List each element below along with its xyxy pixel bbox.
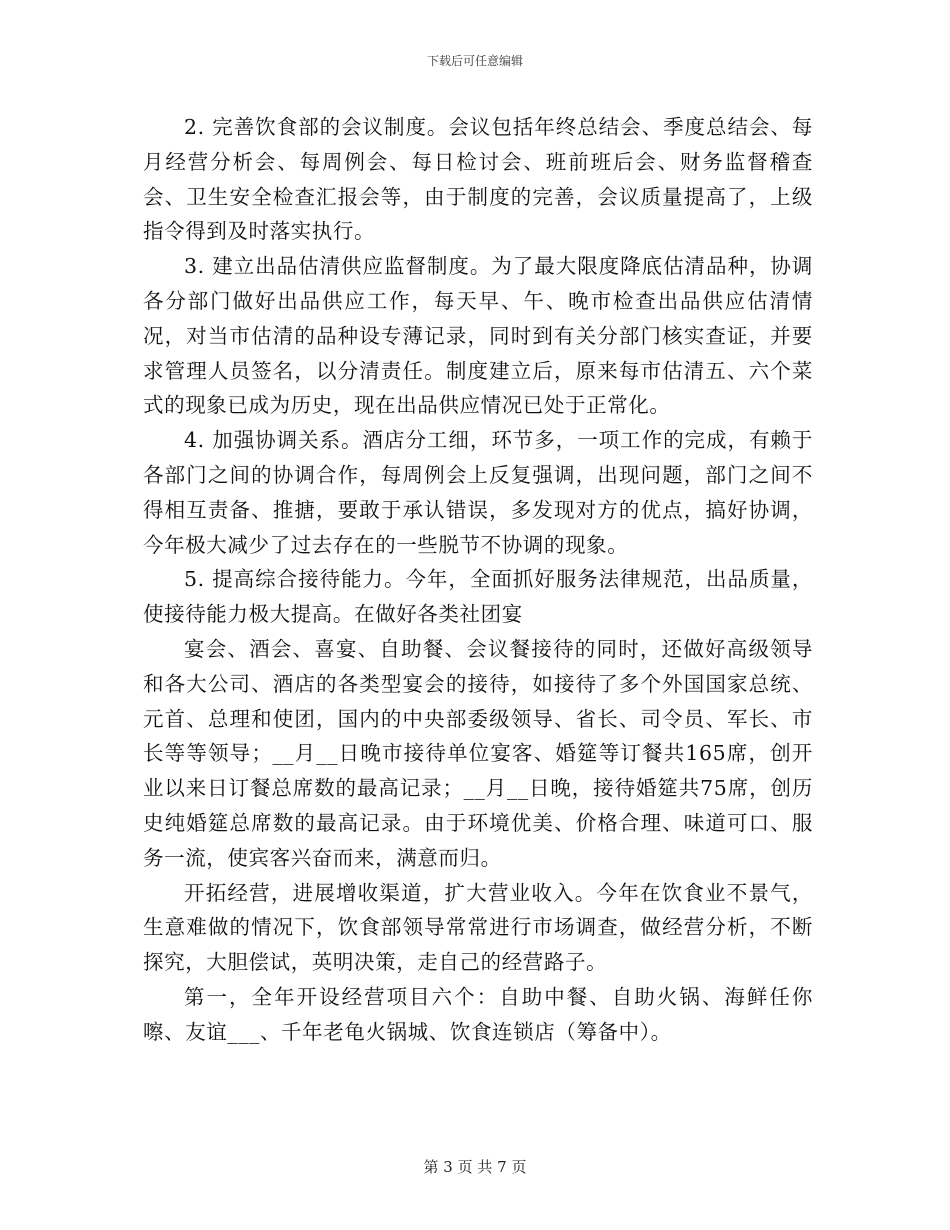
paragraph-coordination: 4. 加强协调关系。酒店分工细，环节多，一项工作的完成，有赖于各部门之间的协调合作，每周例会上反复强调，出现问题，部门之间不得相互责备、推搪，要敢于承认错误，多发现对方的优点，搞好协调，今年极大减少了过去存在的一些脱节不协调的现象。: [143, 428, 813, 557]
page-number: 第 3 页 共 7 页: [423, 1158, 527, 1176]
paragraph-reception-ability: 5. 提高综合接待能力。今年，全面抓好服务法律规范，出品质量，使接待能力极大提高。在做好各类社团宴: [143, 567, 813, 627]
paragraph-business-projects: 第一，全年开设经营项目六个：自助中餐、自助火锅、海鲜任你嚓、友谊___、千年老龟火锅城、饮食连锁店（筹备中）。: [143, 984, 813, 1044]
paragraph-banquet-reception: 宴会、酒会、喜宴、自助餐、会议餐接待的同时，还做好高级领导和各大公司、酒店的各类型宴会的接待，如接待了多个外国国家总统、元首、总理和使团，国内的中央部委级领导、省长、司令员、军长、市长等等领导；__月__日晚市接待单位宴客、婚筵等订餐共165席，创开业以来日订餐总席数的最高记录；__月__日晚，接待婚筵共75席，创历史纯婚筵总席数的最高记录。由于环境优美、价格合理、味道可口、服务一流，使宾客兴奋而来，满意而归。: [143, 636, 813, 870]
page-header: 下载后可任意编辑: [426, 54, 523, 68]
document-body: [143, 110, 813, 1050]
paragraph-business-expansion: 开拓经营，进展增收渠道，扩大营业收入。今年在饮食业不景气，生意难做的情况下，饮食部领导常常进行市场调查，做经营分析，不断探究，大胆偿试，英明决策，走自己的经营路子。: [143, 880, 813, 975]
paragraph-meeting-system: 2. 完善饮食部的会议制度。会议包括年终总结会、季度总结会、每月经营分析会、每周例会、每日检讨会、班前班后会、财务监督稽查会、卫生安全检查汇报会等，由于制度的完善，会议质量提高了，上级指令得到及时落实执行。: [143, 115, 813, 244]
paragraph-supply-supervision: 3. 建立出品估清供应监督制度。为了最大限度降底估清品种，协调各分部门做好出品供应工作，每天早、午、晚市检查出品供应估清情况，对当市估清的品种设专薄记录，同时到有关分部门核实查证，并要求管理人员签名，以分清责任。制度建立后，原来每市估清五、六个菜式的现象已成为历史，现在出品供应情况已处于正常化。: [143, 254, 813, 418]
